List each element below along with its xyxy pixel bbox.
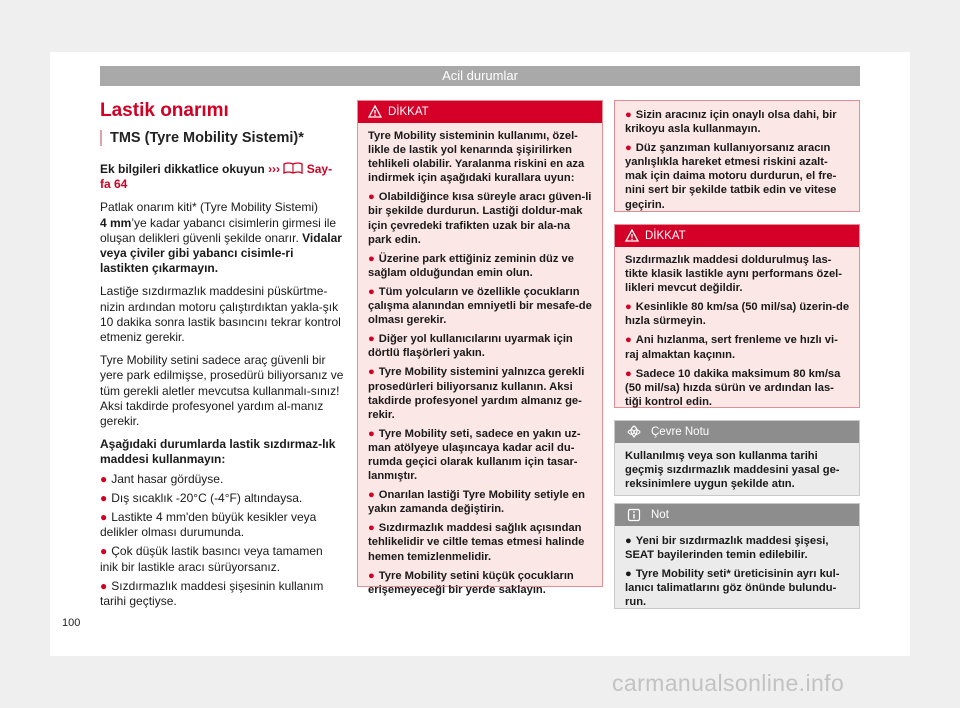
environment-note-box — [614, 420, 860, 496]
list-item: ● Lastikte 4 mm'den büyük kesikler veya delikler olması durumunda. — [100, 510, 317, 540]
info-note-title: Not — [651, 509, 669, 521]
list-item: ● Sizin aracınız için onaylı olsa dahi, bir krikoyu asla kullanmayın. — [625, 109, 837, 136]
pressure-paragraph: Lastiğe sızdırmazlık maddesini püskürtme-nizin ardından motoru çalıştırdıktan yakla-şık 10 dakika sonra lastik basıncını tekrar kontrol etmeniz gerekir. — [100, 284, 341, 345]
intro-text-cont: ’ye kadar yabancı cisimlerin girmesi ile oluşan delikleri güvenli şekilde onarır. — [100, 215, 337, 245]
warning-title: DİKKAT — [645, 230, 686, 242]
list-item: ● Sadece 10 dakika maksimum 80 km/sa (50 mil/sa) hızda sürün ve ardından las-tiği kontrol edin. — [625, 367, 841, 408]
list-item: ● Yeni bir sızdırmazlık maddesi şişesi, SEAT bayilerinden temin edilebilir. — [625, 535, 829, 562]
warning-triangle-icon — [368, 105, 382, 118]
list-item: ● Tyre Mobility sistemini yalnızca gerekli prosedürleri biliyorsanız kullanın. Aksi takdirde profesyonel yardım almanız ge-rekir. — [368, 366, 585, 421]
warning-body — [615, 247, 859, 415]
list-item: ● Sızdırmazlık maddesi şişesinin kullanım tarihi geçtiyse. — [100, 578, 324, 609]
environment-leaf-icon — [627, 425, 641, 439]
intro-size: 4 mm — [100, 215, 132, 230]
intro-paragraph — [100, 200, 344, 276]
info-icon — [627, 508, 641, 522]
page-reference-link[interactable]: Say- — [303, 162, 333, 176]
warning-list — [625, 300, 850, 409]
list-item: ● Düz şanzıman kullanıyorsanız aracın yanlışlıkla hareket etmesi riskini azalt-mak için daima motoru durdurun, el fre-nini sert bir şekilde tatbik edin ve vitese geçirin. — [625, 142, 837, 211]
warning-intro: Tyre Mobility sisteminin kullanımı, özel-likle de lastik yol kenarında şişirilirken tehlikeli olabilir. Yaralanma riskini en aza indirmek için aşağıdaki kurallara uyun: — [368, 130, 585, 185]
environment-note-body — [615, 443, 859, 497]
list-item: ● Tyre Mobility seti* üreticisinin ayrı kul-lanıcı talimatlarını göz önünde bulundu-run. — [625, 568, 840, 609]
warning-box — [614, 224, 860, 408]
info-note-box — [614, 503, 860, 609]
reference-arrows: ››› — [268, 162, 281, 176]
list-item: ● Tyre Mobility setini küçük çocukların erişemeyeceği bir yerde saklayın. — [368, 569, 574, 596]
warning-list — [368, 190, 593, 596]
warning-header — [358, 101, 602, 123]
main-column — [100, 100, 344, 613]
list-item: ● Jant hasar gördüyse. — [100, 471, 224, 486]
intro-text: Patlak onarım kiti* (Tyre Mobility Sistemi) — [100, 200, 319, 215]
list-item: ● Sızdırmazlık maddesi sağlık açısından tehlikelidir ve ciltle temas etmesi halinde hemen temizlenmelidir. — [368, 522, 585, 563]
reference-paragraph — [100, 162, 344, 192]
watermark: carmanualsonline.info — [612, 670, 845, 696]
list-item: ● Diğer yol kullanıcılarını uyarmak için dörtlü flaşörleri yakın. — [368, 333, 573, 360]
warning-header — [615, 225, 859, 247]
page-number: 100 — [62, 617, 81, 629]
book-icon — [283, 162, 303, 174]
section-subtitle: TMS (Tyre Mobility Sistemi)* — [100, 130, 344, 146]
environment-note-text: Kullanılmış veya son kullanma tarihi geçmiş sızdırmazlık maddesini yasal ge-reksinimlere uygun şekilde atın. — [625, 450, 840, 491]
list-item: ● Çok düşük lastik basıncı veya tamamen inik bir lastikle aracı sürüyorsanız. — [100, 544, 323, 574]
list-item: ● Ani hızlanma, sert frenleme ve hızlı vi-raj almaktan kaçının. — [625, 334, 838, 361]
chapter-header: Acil durumlar — [100, 66, 860, 86]
info-note-header — [615, 504, 859, 526]
list-item: ● Üzerine park ettiğiniz zeminin düz ve sağlam olduğundan emin olun. — [368, 252, 574, 279]
usage-paragraph: Tyre Mobility setini sadece araç güvenli bir yere park edilmişse, prosedürü biliyorsanız ve tüm gerekli aletler mevcutsa kullanmalı-sınız! Aksi takdirde profesyonel yardım al-manız gerekir. — [100, 353, 344, 429]
reference-text: Ek bilgileri dikkatlice okuyun — [100, 162, 269, 176]
list-item: ● Tüm yolcuların ve özellikle çocukların çalışma alanından emniyetli bir mesafe-de olması gerekir. — [368, 285, 592, 327]
list-item: ● Olabildiğince kısa süreyle aracı güven-li bir şekilde durdurun. Lastiği doldur-mak için çevredeki trafikten uzak bir ala-na park edin. — [368, 191, 592, 246]
list-item: ● Onarılan lastiği Tyre Mobility setiyle en yakın zamanda değiştirin. — [368, 489, 585, 516]
environment-note-header — [615, 421, 859, 443]
info-note-body — [615, 526, 859, 615]
warning-title: DİKKAT — [388, 106, 429, 118]
warning-body — [358, 123, 602, 603]
info-note-list — [625, 534, 850, 609]
conditions-list — [100, 472, 344, 610]
warning-box-continued — [614, 100, 860, 212]
warning-box — [357, 100, 603, 596]
warning-list — [625, 108, 850, 212]
environment-note-title: Çevre Notu — [651, 426, 710, 438]
intro-warning-text: Vidalar veya çiviler gibi yabancı cisimle-ri lastikten çıkarmayın. — [100, 230, 342, 276]
page-reference-link-cont[interactable]: fa 64 — [100, 177, 128, 192]
list-item: ● Dış sıcaklık -20°C (-4°F) altındaysa. — [100, 490, 303, 505]
list-item: ● Kesinlikle 80 km/sa (50 mil/sa) üzerin-de hızla sürmeyin. — [625, 301, 850, 328]
warning-body — [615, 101, 859, 218]
warning-triangle-icon — [625, 229, 639, 242]
section-title: Lastik onarımı — [100, 100, 229, 121]
conditions-heading: Aşağıdaki durumlarda lastik sızdırmaz-lık maddesi kullanmayın: — [100, 437, 336, 467]
list-item: ● Tyre Mobility seti, sadece en yakın uz-man atölyeye ulaşıncaya kadar acil du-rumda geçici olarak kullanım için tasar-lanmıştır. — [368, 427, 581, 483]
warning-intro: Sızdırmazlık maddesi doldurulmuş las-tikte klasik lastikle aynı performans özel-likleri mevcut değildir. — [625, 254, 843, 295]
